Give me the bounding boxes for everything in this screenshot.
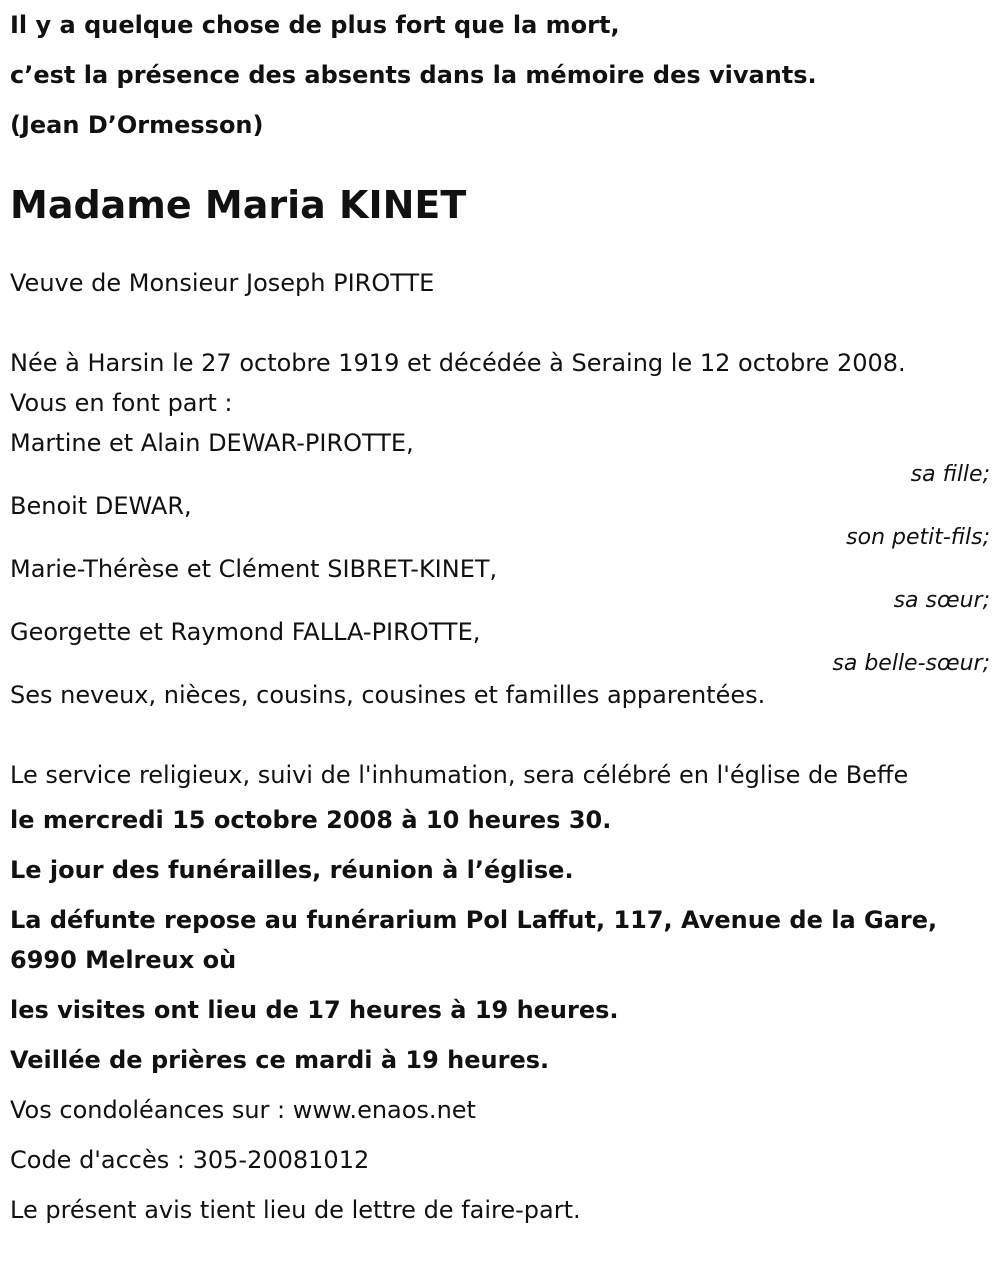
relative-relation: sa belle-sœur; [832,651,990,676]
service-gathering: Le jour des funérailles, réunion à l’église. [10,856,574,884]
announcement-intro: Vous en font part : [10,389,233,417]
visit-hours: les visites ont lieu de 17 heures à 19 heures. [10,996,619,1024]
relative-relation: son petit-fils; [846,525,990,550]
deceased-name: Madame Maria KINET [10,183,467,227]
service-date: le mercredi 15 octobre 2008 à 10 heures 30. [10,806,612,834]
relative-relation: sa fille; [910,462,990,487]
notice-statement: Le présent avis tient lieu de lettre de faire-part. [10,1196,581,1224]
access-code: Code d'accès : 305-20081012 [10,1146,370,1174]
widow-of: Veuve de Monsieur Joseph PIROTTE [10,269,435,297]
service-ceremony: Le service religieux, suivi de l'inhumation, sera célébré en l'église de Beffe [10,761,909,789]
funeral-home: La défunte repose au funérarium Pol Laffut, 117, Avenue de la Gare, 6990 Melreux où [10,906,938,974]
relative-name: Marie-Thérèse et Clément SIBRET-KINET, [10,555,498,583]
quote-block [10,0,990,150]
relative-name: Georgette et Raymond FALLA-PIROTTE, [10,618,481,646]
relative-name: Martine et Alain DEWAR-PIROTTE, [10,429,414,457]
relative-entry [10,549,990,612]
quote-author: (Jean D’Ormesson) [10,111,264,139]
relative-relation: sa sœur; [893,588,990,613]
quote-line-2: c’est la présence des absents dans la mémoire des vivants. [10,61,817,89]
relative-entry [10,612,990,675]
vigil: Veillée de prières ce mardi à 19 heures. [10,1046,550,1074]
quote-line-1: Il y a quelque chose de plus fort que la mort, [10,11,620,39]
relative-entry [10,486,990,549]
condolences-line: Vos condoléances sur : www.enaos.net [10,1096,476,1124]
relatives-list [10,423,990,675]
relative-name: Benoit DEWAR, [10,492,192,520]
relative-entry [10,423,990,486]
birth-death: Née à Harsin le 27 octobre 1919 et décédée à Seraing le 12 octobre 2008. [10,349,906,377]
other-relatives: Ses neveux, nièces, cousins, cousines et familles apparentées. [10,681,766,709]
